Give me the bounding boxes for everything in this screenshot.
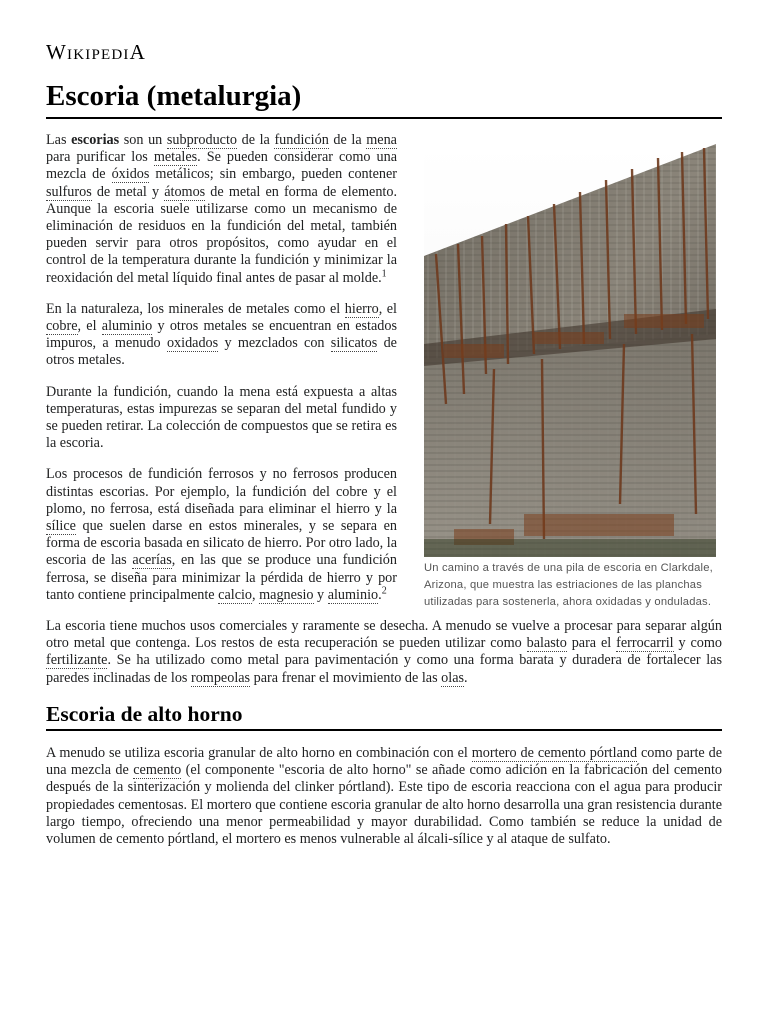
text: que suelen darse en estos minerales, y se separa en forma de escoria basada en silicato de hierro. Por otro lado, la escoria de las (46, 518, 398, 569)
page-title: Escoria (metalurgia) (46, 78, 722, 119)
text: y mezclados con (218, 335, 331, 352)
text: . (378, 586, 382, 603)
link-oxidos[interactable]: óxidos (111, 166, 150, 183)
paragraph-usos (46, 618, 722, 687)
link-silicatos[interactable]: silicatos (330, 335, 378, 352)
link-metales[interactable]: metales (153, 149, 198, 166)
link-aluminio[interactable]: aluminio (101, 318, 153, 335)
text: , el (77, 318, 102, 335)
link-fundicion[interactable]: fundición (274, 132, 329, 148)
paragraph-alto-horno (46, 745, 722, 848)
link-sulfuros[interactable]: sulfuros (46, 183, 92, 200)
link-atomos[interactable]: átomos (164, 183, 206, 200)
text: son un (119, 132, 167, 148)
text: Los procesos de fundición ferrosos y no ferrosos producen distintas escorias. Por ejemplo, la fundición del cobre y el plomo, no ferrosa, está diseñada para eliminar el hierro y la (46, 466, 397, 517)
text: , el (378, 300, 398, 317)
text: para purificar los (46, 149, 154, 166)
link-silice[interactable]: sílice (46, 518, 76, 535)
wikipedia-wordmark[interactable] (46, 40, 146, 65)
reference-2[interactable]: 2 (381, 585, 387, 597)
paragraph-naturaleza (46, 301, 397, 370)
reference-1[interactable]: 1 (381, 267, 387, 279)
text: , en las que se produce una fundición ferrosa, se diseña para minimizar la pérdida de hierro y por tanto contiene principalmente (46, 552, 397, 603)
link-acerias[interactable]: acerías (132, 552, 172, 569)
paragraph-fundicion: Durante la fundición, cuando la mena está expuesta a altas temperaturas, estas impurezas se separan del metal fundido y se pueden retirar. La colección de compuestos que se retira es la escoria. (46, 383, 397, 452)
text: para el (566, 635, 617, 652)
link-oxidados[interactable]: oxidados (166, 335, 219, 352)
link-balasto[interactable]: balasto (526, 635, 567, 652)
text: En la naturaleza, los minerales de metales como el (46, 300, 345, 317)
link-mena[interactable]: mena (366, 132, 397, 148)
text: y otros metales se encuentran en estados impuros, a menudo (46, 318, 397, 352)
link-calcio[interactable]: calcio (218, 586, 253, 603)
link-cobre[interactable]: cobre (46, 318, 78, 335)
text: y como (673, 635, 722, 652)
text: (el componente "escoria de alto horno" se añade como adición en la fabricación del cemento después de la sinterización y molienda del clinker pórtland). Este tipo de escoria reacciona con el agua para producir propiedades cementosas. El mortero que contiene escoria granular de alto horno desarrolla una gran resistencia durante largo tiempo, ofreciendo una menor permeabilidad y mayor durabilidad. Como también se reduce la unidad de volumen de cemento pórtland, el mortero es menos vulnerable al álcali-sílice y al ataque de sulfato. (46, 762, 722, 847)
link-cemento[interactable]: cemento (133, 762, 182, 779)
text: de metal en forma de elemento. Aunque la escoria suele utilizarse como un mecanismo de eliminación de residuos en la fundición del metal, también pueden servir para otros propósitos, como ayudar en el control de la temperatura durante la fundición y minimizar la reoxidación del metal líquido final antes de pasar al molde. (46, 183, 398, 286)
section-heading-alto-horno: Escoria de alto horno (46, 701, 722, 731)
text: para frenar el movimiento de las (250, 669, 442, 686)
paragraph-intro (46, 132, 397, 287)
link-magnesio[interactable]: magnesio (259, 586, 314, 603)
text: de la (328, 132, 367, 148)
text: de metal y (91, 183, 165, 200)
text: . Se pueden considerar como una mezcla de (46, 149, 397, 183)
wordmark-smallcaps: IKIPEDI (67, 47, 130, 63)
text: y (313, 586, 328, 603)
wordmark-letter: W (46, 40, 68, 64)
text: La escoria tiene muchos usos comerciales y raramente se desecha. A menudo se vuelve a procesar para separar algún otro metal que contenga. Los restos de esta recuperación se pueden utilizar como (46, 618, 722, 652)
wordmark-letter: A (129, 40, 146, 64)
link-fertilizante[interactable]: fertilizante (46, 652, 108, 669)
link-olas[interactable]: olas (441, 669, 465, 686)
article-body (46, 132, 722, 862)
text: A menudo se utiliza escoria granular de alto horno en combinación con el (46, 744, 472, 761)
figure (424, 144, 716, 611)
text: . (464, 669, 468, 686)
text: de la (237, 132, 275, 148)
link-rompeolas[interactable]: rompeolas (190, 669, 251, 686)
link-aluminio-2[interactable]: aluminio (327, 586, 379, 603)
text: . Se ha utilizado como metal para pavimentación y como una forma barata y duradera de fortalecer las paredes inclinadas de los (46, 652, 722, 686)
text: de otros metales. (46, 335, 397, 369)
slag-pile-photo[interactable] (424, 144, 716, 557)
link-hierro[interactable]: hierro (344, 300, 379, 317)
link-mortero[interactable]: mortero de cemento pórtland (471, 744, 638, 761)
text: Las (46, 132, 72, 148)
text: metálicos; sin embargo, pueden contener (149, 166, 397, 183)
bold-term: escorias (71, 132, 120, 148)
text: , (252, 586, 260, 603)
figure-caption: Un camino a través de una pila de escoria en Clarkdale, Arizona, que muestra las estriaciones de las planchas utilizadas para sostenerla, ahora oxidadas y onduladas. (424, 562, 713, 608)
paragraph-procesos (46, 466, 397, 604)
link-subproducto[interactable]: subproducto (166, 132, 238, 148)
link-ferrocarril[interactable]: ferrocarril (616, 635, 674, 652)
text: como parte de una mezcla de (46, 744, 723, 779)
